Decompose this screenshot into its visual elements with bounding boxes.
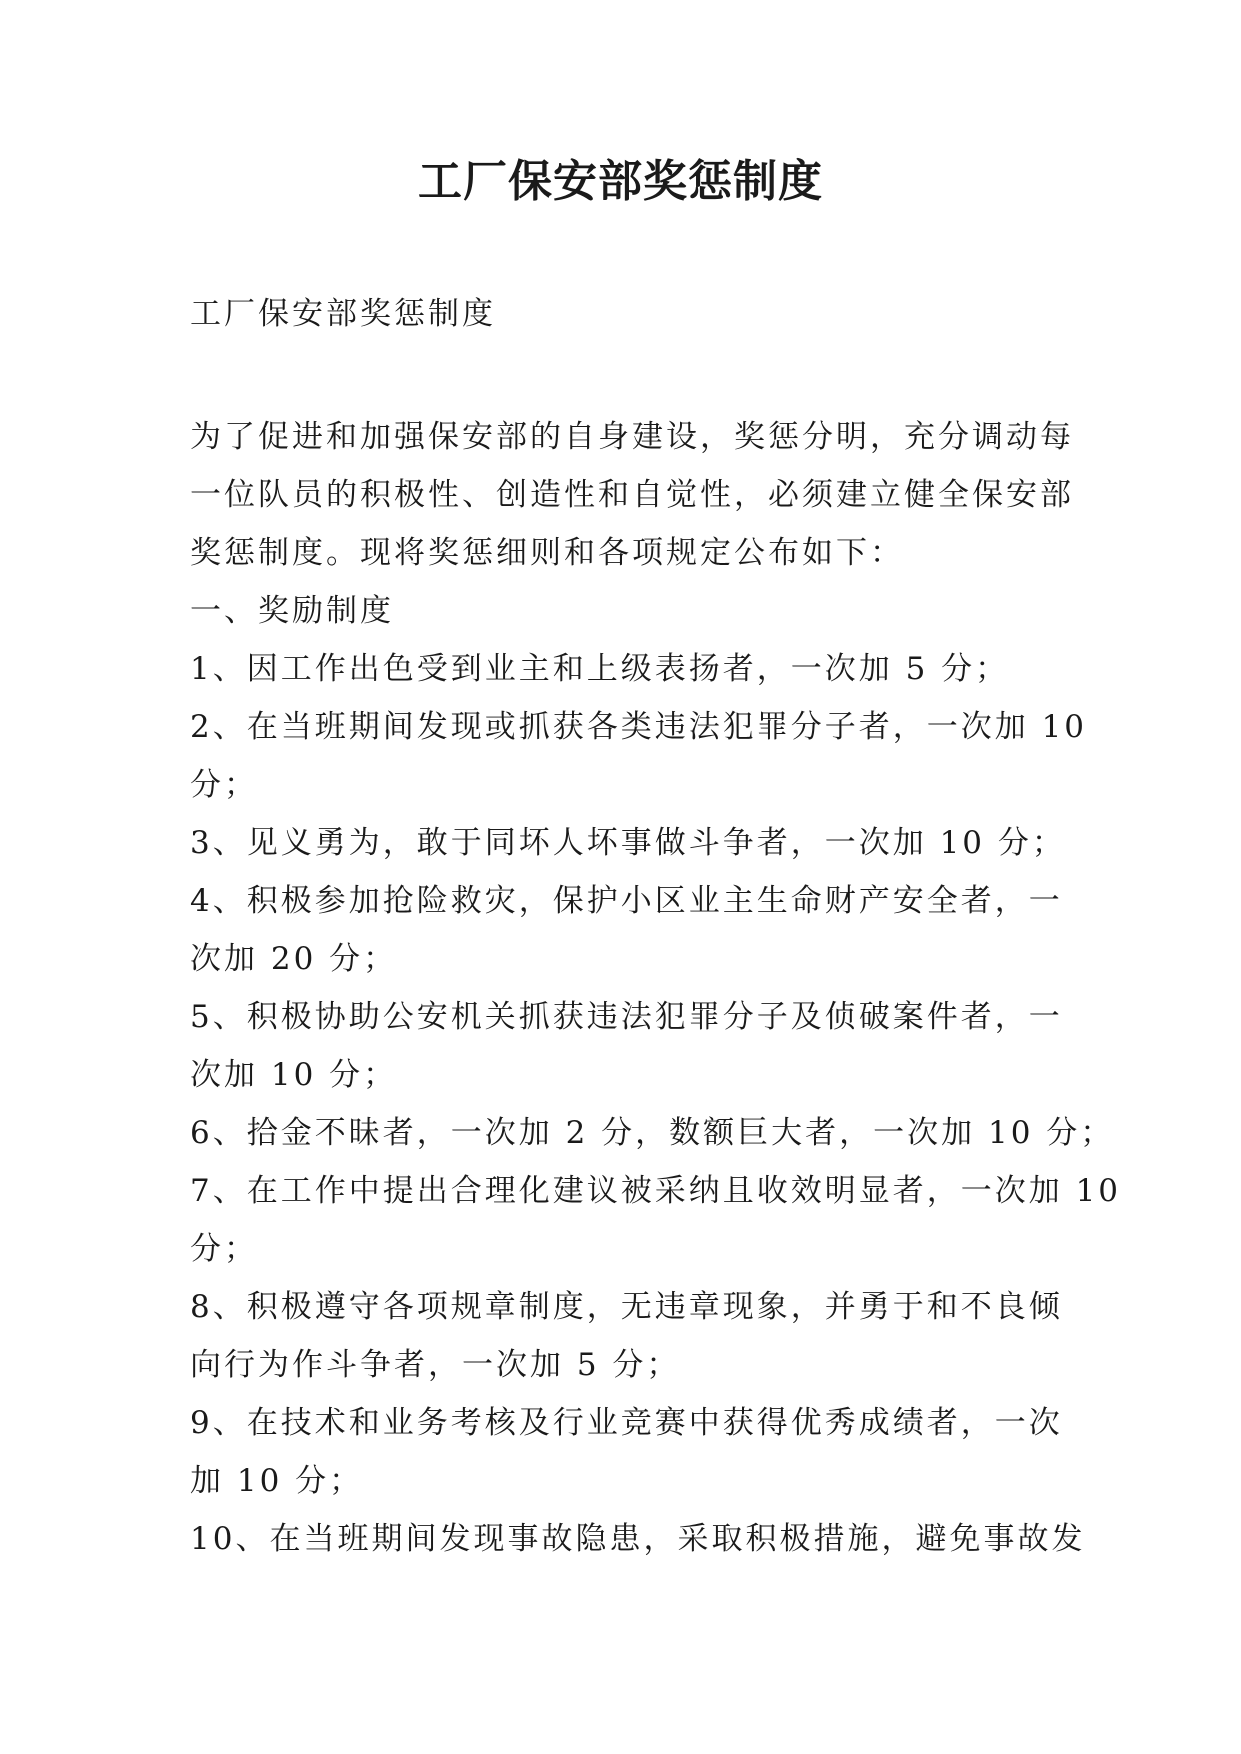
rule-item: 1、因工作出色受到业主和上级表扬者，一次加 5 分； [190, 651, 1010, 687]
rule-item: 9、在技术和业务考核及行业竞赛中获得优秀成绩者，一次 [190, 1405, 1063, 1441]
rule-item-continuation: 次加 20 分； [190, 941, 398, 977]
rule-item: 7、在工作中提出合理化建议被采纳且收效明显者，一次加 10 [190, 1173, 1122, 1209]
document-title: 工厂保安部奖惩制度 [418, 156, 823, 207]
rule-item-continuation: 次加 10 分； [190, 1057, 398, 1093]
rule-item: 2、在当班期间发现或抓获各类违法犯罪分子者，一次加 10 [190, 709, 1088, 745]
rule-item: 10、在当班期间发现事故隐患，采取积极措施，避免事故发 [190, 1521, 1086, 1557]
document-subtitle: 工厂保安部奖惩制度 [190, 296, 496, 332]
body-line: 奖惩制度。现将奖惩细则和各项规定公布如下： [190, 535, 904, 571]
rule-item-continuation: 分； [190, 1231, 258, 1267]
document-body [190, 408, 1122, 1568]
rule-item: 6、拾金不昧者，一次加 2 分，数额巨大者，一次加 10 分； [190, 1115, 1115, 1151]
body-line: 一位队员的积极性、创造性和自觉性，必须建立健全保安部 [190, 477, 1074, 513]
body-line: 为了促进和加强保安部的自身建设，奖惩分明，充分调动每 [190, 419, 1074, 455]
rule-item: 5、积极协助公安机关抓获违法犯罪分子及侦破案件者，一 [190, 999, 1063, 1035]
rule-item: 4、积极参加抢险救灾，保护小区业主生命财产安全者，一 [190, 883, 1063, 919]
rule-item-continuation: 加 10 分； [190, 1463, 364, 1499]
section-heading: 一、奖励制度 [190, 593, 394, 629]
rule-item-continuation: 分； [190, 767, 258, 803]
rule-item-continuation: 向行为作斗争者，一次加 5 分； [190, 1347, 681, 1383]
rule-item: 3、见义勇为，敢于同坏人坏事做斗争者，一次加 10 分； [190, 825, 1066, 861]
rule-item: 8、积极遵守各项规章制度，无违章现象，并勇于和不良倾 [190, 1289, 1063, 1325]
